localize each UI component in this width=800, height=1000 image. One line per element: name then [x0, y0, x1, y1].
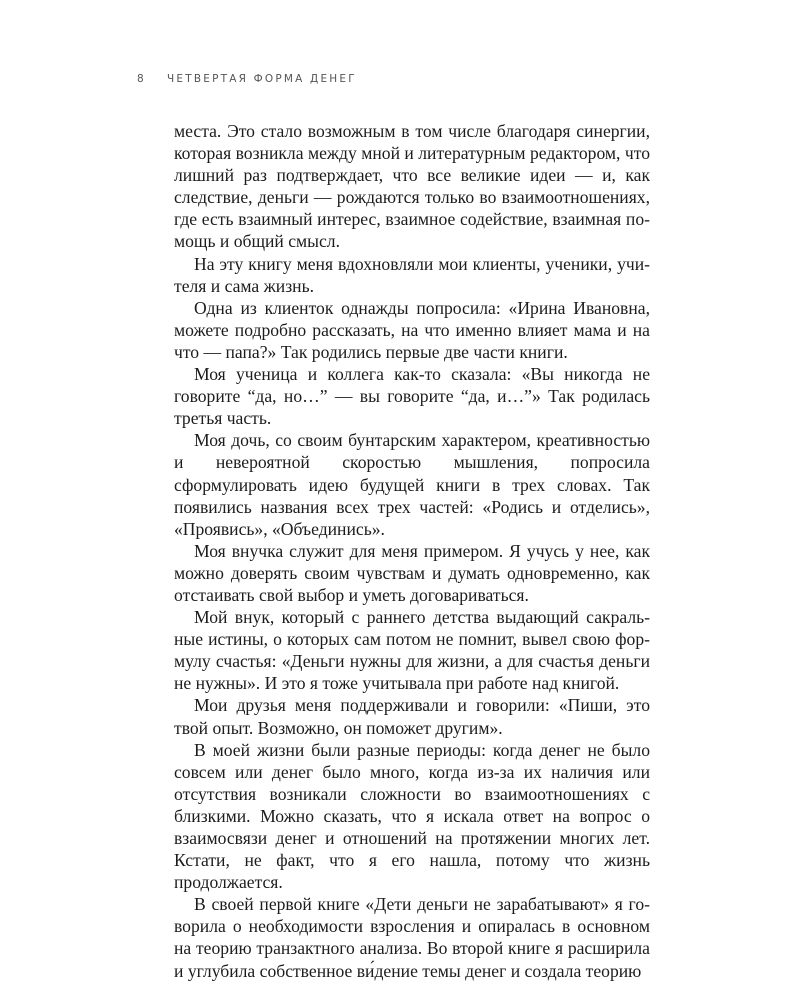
paragraph: места. Это стало возможным в том числе благодаря синергии, которая возникла между мной и литературным редактором, что лишний раз подтверждает, что все великие идеи — и, как следствие, деньги — рождаются только во взаимоотношениях, где есть взаимный интерес, взаимное содействие, взаимная помощь и общий смысл. [174, 121, 650, 252]
paragraph: Мой внук, который с раннего детства выдающий сакральные истины, о которых сам потом не помнит, вывел свою формулу счастья: «Деньги нужны для жизни, а для счастья деньги не нужны». И это я тоже учитывала при работе над книгой. [174, 607, 650, 694]
paragraph: Одна из клиенток однажды попросила: «Ирина Ивановна, можете подробно рассказать, на что именно влияет мама и на что — папа?» Так родились первые две части книги. [174, 297, 650, 362]
running-title: ЧЕТВЕРТАЯ ФОРМА ДЕНЕГ [167, 73, 357, 85]
paragraph: На эту книгу меня вдохновляли мои клиенты, ученики, учителя и сама жизнь. [174, 253, 650, 296]
paragraph: Моя ученица и коллега как-то сказала: «Вы никогда не говорите “да, но…” — вы говорите “да, и…”» Так родилась третья часть. [174, 364, 650, 429]
running-header [137, 73, 357, 85]
paragraph: В моей жизни были разные периоды: когда денег не было совсем или денег было много, когда из-за их наличия или отсутствия возникали сложности во взаимоотношениях с близкими. Можно сказать, что я искала ответ на вопрос о взаимосвязи денег и отношений на протяжении многих лет. Кстати, не факт, что я его нашла, потому что жизнь продолжается. [174, 739, 650, 893]
body-text [174, 120, 650, 982]
paragraph: Моя внучка служит для меня примером. Я учусь у нее, как можно доверять своим чувствам и думать одновременно, как отстаивать свой выбор и уметь договариваться. [174, 540, 650, 605]
paragraph: Мои друзья меня поддерживали и говорили: «Пиши, это твой опыт. Возможно, он поможет другим». [174, 695, 650, 738]
page-number: 8 [137, 73, 144, 85]
paragraph: В своей первой книге «Дети деньги не зарабатывают» я говорила о необходимости взросления и опиралась в основном на теорию транзактного анализа. Во второй книге я расширила и углубила собственное ви́дение темы денег и создала теорию [174, 894, 650, 981]
paragraph: Моя дочь, со своим бунтарским характером, креативностью и невероятной скоростью мышления, попросила сформулировать идею будущей книги в трех словах. Так появились названия всех трех частей: «Родись и отделись», «Проявись», «Объединись». [174, 430, 650, 539]
